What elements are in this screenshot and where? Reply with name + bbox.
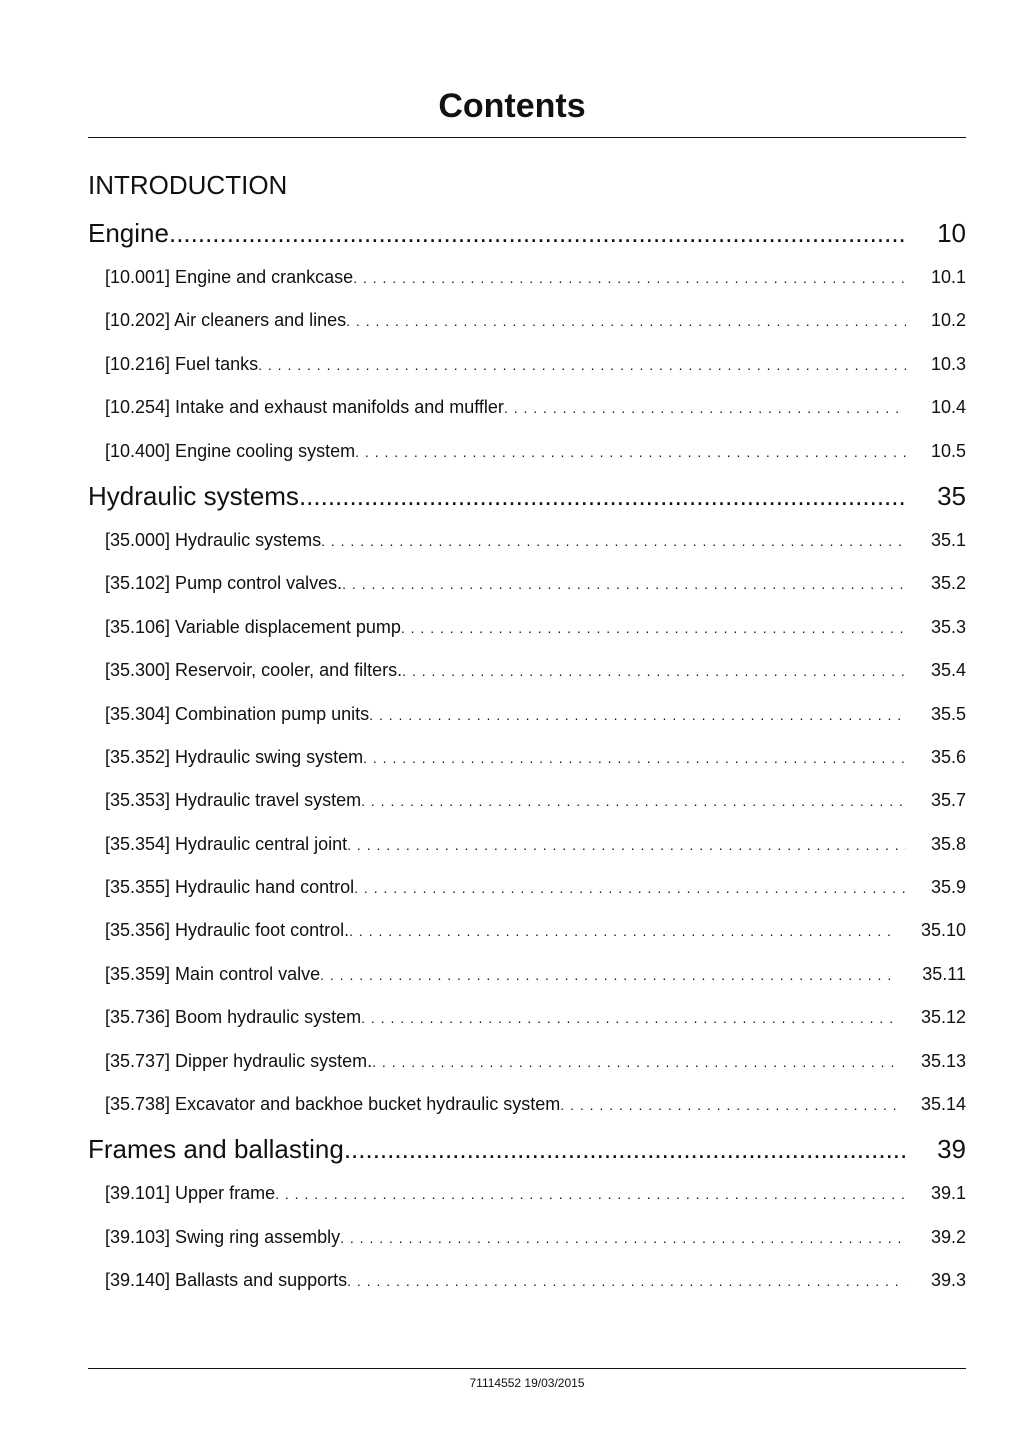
toc-entry[interactable] (88, 606, 966, 649)
toc-entry[interactable] (88, 519, 966, 562)
toc-entry[interactable] (88, 1259, 966, 1302)
dot-leader (299, 473, 906, 519)
toc-chapter-hydraulic-systems[interactable] (88, 473, 966, 519)
page-title: Contents (438, 87, 586, 125)
toc-entry[interactable] (88, 1216, 966, 1259)
dot-leader (340, 1216, 906, 1259)
entry-page-number: 35.2 (930, 573, 966, 594)
entry-label: [35.356] Hydraulic foot control. (105, 920, 350, 941)
dot-leader (321, 519, 906, 562)
entry-page-number: 10.3 (930, 353, 966, 374)
entry-label: [35.738] Excavator and backhoe bucket hydraulic system (105, 1094, 561, 1115)
toc-entry[interactable] (88, 823, 966, 866)
entry-label: [35.737] Dipper hydraulic system. (105, 1050, 373, 1071)
chapter-page-number: 35 (937, 480, 966, 511)
entry-label: [35.354] Hydraulic central joint (105, 833, 348, 854)
entry-label: [10.001] Engine and crankcase (105, 267, 354, 287)
entry-page-number: 10.2 (930, 310, 966, 331)
entry-page-number: 35.12 (920, 1007, 966, 1028)
dot-leader (401, 606, 906, 649)
entry-page-number: 35.13 (920, 1050, 966, 1071)
entry-page-number: 35.10 (920, 920, 966, 941)
entry-label: [35.000] Hydraulic systems (105, 529, 322, 550)
chapter-label: Hydraulic systems (88, 480, 299, 511)
footer-document-id: 71114552 19/03/2015 (469, 1376, 585, 1390)
entry-label: [35.304] Combination pump units (105, 703, 370, 724)
toc-entry[interactable] (88, 649, 966, 692)
dot-leader (349, 909, 898, 952)
dot-leader (342, 562, 906, 605)
chapter-label: Engine (88, 218, 169, 248)
dot-leader (275, 1172, 906, 1215)
entry-label: [35.102] Pump control valves. (105, 573, 343, 594)
introduction-heading[interactable]: INTRODUCTION (88, 170, 288, 200)
entry-label: [39.140] Ballasts and supports (105, 1270, 348, 1291)
entry-page-number: 10.1 (930, 267, 966, 287)
dot-leader (258, 343, 906, 386)
entry-page-number: 39.1 (930, 1183, 966, 1204)
entry-page-number: 35.6 (930, 746, 966, 767)
entry-page-number: 35.4 (930, 660, 966, 681)
dot-leader (354, 866, 906, 909)
entry-page-number: 10.4 (930, 397, 966, 418)
entry-label: [35.106] Variable displacement pump (105, 616, 401, 637)
entry-label: [39.101] Upper frame (105, 1183, 276, 1204)
dot-leader (353, 256, 906, 299)
toc-entry[interactable] (88, 386, 966, 429)
entry-page-number: 35.1 (930, 529, 966, 550)
dot-leader (169, 210, 906, 256)
toc-entry[interactable] (88, 1040, 966, 1083)
bottom-divider (88, 1368, 966, 1369)
chapter-page-number: 39 (937, 1134, 966, 1165)
entry-label: [10.202] Air cleaners and lines (105, 310, 347, 331)
entry-page-number: 35.3 (930, 616, 966, 637)
toc-entry[interactable] (88, 343, 966, 386)
dot-leader (369, 693, 906, 736)
toc-entry[interactable] (88, 866, 966, 909)
dot-leader (320, 953, 898, 996)
entry-page-number: 39.2 (930, 1226, 966, 1247)
dot-leader (355, 430, 906, 473)
entry-label: [39.103] Swing ring assembly (105, 1226, 341, 1247)
entry-page-number: 10.5 (930, 440, 966, 461)
entry-label: [35.359] Main control valve (105, 963, 321, 984)
toc-entry[interactable] (88, 256, 966, 299)
entry-page-number: 35.9 (930, 877, 966, 898)
toc-entry[interactable] (88, 909, 966, 952)
toc-entry[interactable] (88, 736, 966, 779)
dot-leader (347, 1259, 906, 1302)
table-of-contents (88, 210, 966, 1303)
chapter-label: Frames and ballasting (88, 1134, 344, 1165)
entry-page-number: 35.5 (930, 703, 966, 724)
toc-entry[interactable] (88, 693, 966, 736)
toc-entry[interactable] (88, 779, 966, 822)
dot-leader (363, 736, 906, 779)
toc-entry[interactable] (88, 562, 966, 605)
toc-entry[interactable] (88, 299, 966, 342)
dot-leader (344, 1126, 906, 1172)
dot-leader (361, 996, 898, 1039)
entry-page-number: 39.3 (930, 1270, 966, 1291)
toc-entry[interactable] (88, 1172, 966, 1215)
entry-label: [35.353] Hydraulic travel system (105, 790, 362, 811)
entry-page-number: 35.7 (930, 790, 966, 811)
toc-entry[interactable] (88, 1083, 966, 1126)
top-divider (88, 137, 966, 138)
dot-leader (347, 823, 906, 866)
entry-label: [10.254] Intake and exhaust manifolds and muffler (105, 397, 504, 418)
entry-label: [35.355] Hydraulic hand control (105, 877, 355, 898)
entry-label: [10.400] Engine cooling system (105, 440, 356, 461)
toc-entry[interactable] (88, 953, 966, 996)
dot-leader (372, 1040, 898, 1083)
toc-chapter-frames-and-ballasting[interactable] (88, 1126, 966, 1172)
entry-page-number: 35.8 (930, 833, 966, 854)
dot-leader (346, 299, 906, 342)
dot-leader (504, 386, 906, 429)
toc-chapter-engine[interactable] (88, 210, 966, 256)
entry-label: [35.352] Hydraulic swing system (105, 746, 364, 767)
entry-label: [10.216] Fuel tanks (105, 353, 259, 374)
dot-leader (361, 779, 906, 822)
entry-page-number: 35.14 (920, 1094, 966, 1115)
entry-page-number: 35.11 (922, 963, 966, 984)
dot-leader (402, 649, 906, 692)
entry-label: [35.736] Boom hydraulic system (105, 1007, 362, 1028)
dot-leader (560, 1083, 898, 1126)
entry-label: [35.300] Reservoir, cooler, and filters. (105, 660, 403, 681)
toc-entry[interactable] (88, 430, 966, 473)
toc-entry[interactable] (88, 996, 966, 1039)
chapter-page-number: 10 (937, 218, 966, 248)
